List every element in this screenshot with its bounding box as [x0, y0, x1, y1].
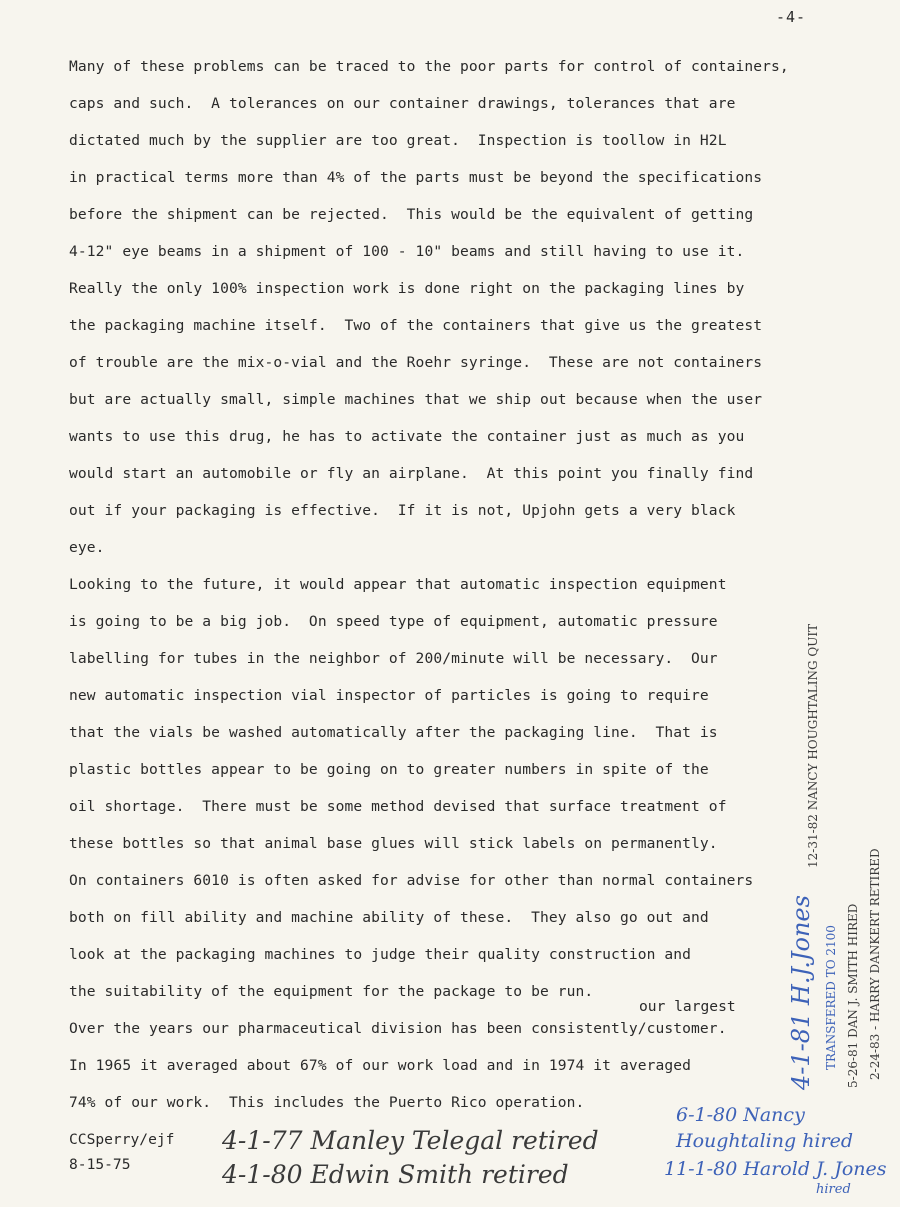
body-line: out if your packaging is effective. If it is not, Upjohn gets a very black	[69, 502, 736, 519]
author-initials: CCSperry/ejf	[69, 1131, 175, 1148]
body-line: wants to use this drug, he has to activate the container just as much as you	[69, 428, 745, 445]
body-line: Many of these problems can be traced to the poor parts for control of containers,	[69, 58, 789, 75]
handwritten-vertical-note-blue: 4-1-81 H.J.Jones	[787, 895, 815, 1090]
body-line: is going to be a big job. On speed type of equipment, automatic pressure	[69, 613, 718, 630]
handwritten-vertical-note: 5-26-81 DAN J. SMITH HIRED	[846, 903, 860, 1088]
handwritten-vertical-note: 12-31-82 NANCY HOUGHTALING QUIT	[806, 623, 820, 868]
body-line: labelling for tubes in the neighbor of 200/minute will be necessary. Our	[69, 650, 718, 667]
body-line: dictated much by the supplier are too great. Inspection is toollow in H2L	[69, 132, 727, 149]
body-line: the packaging machine itself. Two of the containers that give us the greatest	[69, 317, 763, 334]
page-number: -4-	[776, 8, 807, 26]
body-line: 4-12" eye beams in a shipment of 100 - 10" beams and still having to use it.	[69, 243, 745, 260]
body-line: but are actually small, simple machines that we ship out because when the user	[69, 391, 763, 408]
body-line: that the vials be washed automatically after the packaging line. That is	[69, 724, 718, 741]
handwritten-note: 4-1-80 Edwin Smith retired	[222, 1160, 569, 1189]
body-line: caps and such. A tolerances on our container drawings, tolerances that are	[69, 95, 736, 112]
body-line: eye.	[69, 539, 105, 556]
body-line: plastic bottles appear to be going on to greater numbers in spite of the	[69, 761, 709, 778]
body-line: of trouble are the mix-o-vial and the Roehr syringe. These are not containers	[69, 354, 763, 371]
body-line: oil shortage. There must be some method devised that surface treatment of	[69, 798, 727, 815]
handwritten-note-blue: hired	[816, 1182, 851, 1197]
body-line: Really the only 100% inspection work is done right on the packaging lines by	[69, 280, 745, 297]
body-line: in practical terms more than 4% of the parts must be beyond the specifications	[69, 169, 763, 186]
body-line: both on fill ability and machine ability of these. They also go out and	[69, 909, 709, 926]
handwritten-note-blue: 11-1-80 Harold J. Jones	[664, 1158, 887, 1180]
body-line: On containers 6010 is often asked for advise for other than normal containers	[69, 872, 754, 889]
handwritten-vertical-note: 2-24-83 - HARRY DANKERT RETIRED	[868, 848, 882, 1080]
handwritten-vertical-note-blue: TRANSFERED TO 2100	[824, 925, 838, 1070]
body-line: look at the packaging machines to judge their quality construction and	[69, 946, 692, 963]
body-line: new automatic inspection vial inspector of particles is going to require	[69, 687, 709, 704]
handwritten-note: 4-1-77 Manley Telegal retired	[222, 1126, 599, 1155]
body-line: Looking to the future, it would appear that automatic inspection equipment	[69, 576, 727, 593]
body-line: Over the years our pharmaceutical division has been consistently/customer.	[69, 1020, 727, 1037]
body-line: In 1965 it averaged about 67% of our work load and in 1974 it averaged	[69, 1057, 692, 1074]
handwritten-note-blue: Houghtaling hired	[676, 1130, 854, 1152]
document-date: 8-15-75	[69, 1156, 131, 1173]
body-line: 74% of our work. This includes the Puerto Rico operation.	[69, 1094, 585, 1111]
body-line: before the shipment can be rejected. This would be the equivalent of getting	[69, 206, 754, 223]
body-line: would start an automobile or fly an airplane. At this point you finally find	[69, 465, 754, 482]
body-line: these bottles so that animal base glues will stick labels on permanently.	[69, 835, 718, 852]
body-line: the suitability of the equipment for the package to be run.	[69, 983, 594, 1000]
typed-insertion: our largest	[639, 998, 736, 1015]
handwritten-note-blue: 6-1-80 Nancy	[676, 1104, 805, 1126]
